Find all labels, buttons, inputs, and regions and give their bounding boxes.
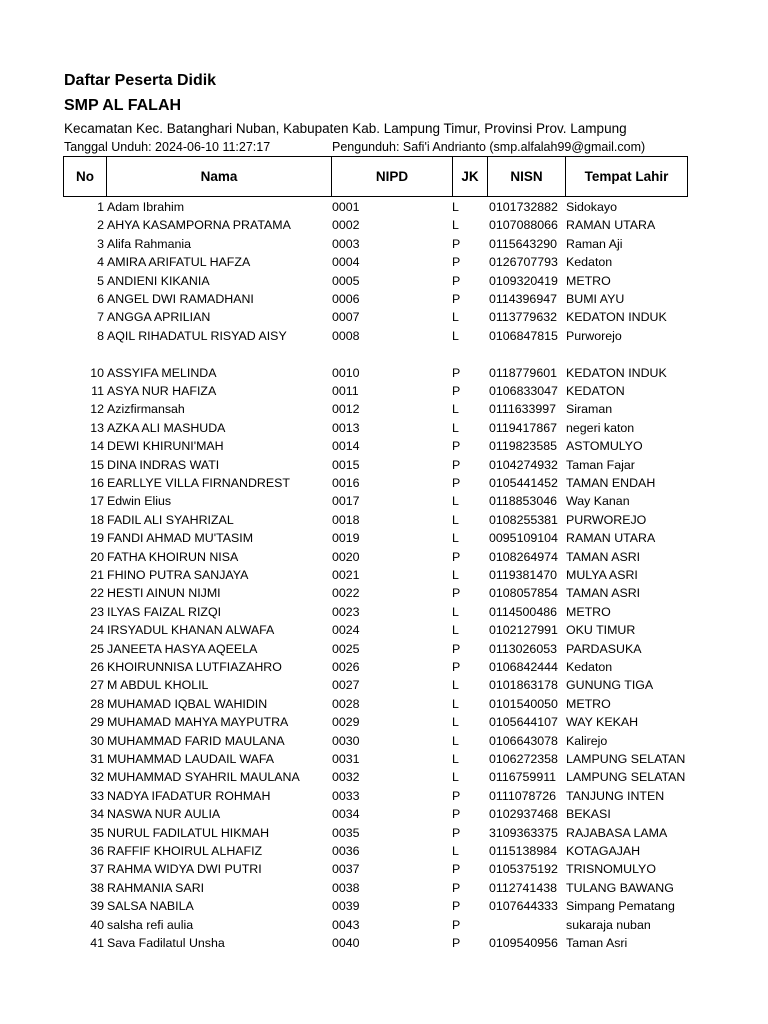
- cell-nipd: 0002: [332, 218, 360, 233]
- cell-no: 39: [90, 899, 104, 914]
- cell-no: 15: [90, 457, 104, 472]
- header-nipd: NIPD: [332, 157, 453, 197]
- table-row: [0, 787, 768, 805]
- cell-jk: L: [452, 752, 459, 766]
- cell-tempat-lahir: KOTAGAJAH: [566, 844, 641, 858]
- table-row: [0, 934, 768, 952]
- cell-no: 34: [90, 807, 104, 822]
- cell-jk: L: [452, 733, 459, 748]
- cell-nipd: 0006: [332, 292, 360, 306]
- cell-nama: AQIL RIHADATUL RISYAD AISY: [107, 328, 287, 343]
- cell-nisn: 0101540050: [489, 696, 558, 711]
- cell-nipd: 0021: [332, 568, 360, 582]
- cell-no: 2: [97, 218, 104, 233]
- cell-nama: ILYAS FAIZAL RIZQI: [107, 604, 222, 619]
- table-row: [0, 492, 768, 510]
- cell-nisn: 0108057854: [489, 586, 558, 601]
- cell-nipd: 0011: [332, 384, 359, 398]
- cell-nipd: 0037: [332, 862, 360, 877]
- cell-nisn: 0106272358: [489, 752, 558, 766]
- cell-tempat-lahir: Kedaton: [566, 255, 613, 270]
- table-row: [0, 640, 768, 658]
- cell-jk: P: [452, 384, 461, 398]
- table-row: [0, 382, 768, 400]
- cell-nipd: 0018: [332, 512, 360, 527]
- cell-no: 32: [90, 770, 104, 785]
- cell-nisn: 0105644107: [489, 715, 558, 730]
- table-row: [0, 676, 768, 694]
- cell-nisn: 0106842444: [489, 660, 558, 674]
- cell-jk: L: [452, 402, 459, 417]
- cell-nisn: 0115643290: [489, 236, 557, 251]
- cell-nama: MUHAMAD IQBAL WAHIDIN: [107, 696, 268, 711]
- cell-nama: EARLLYE VILLA FIRNANDREST: [107, 476, 290, 490]
- cell-tempat-lahir: Kedaton: [566, 660, 613, 674]
- cell-tempat-lahir: TAMAN ENDAH: [566, 476, 656, 490]
- cell-no: 6: [97, 292, 104, 306]
- table-row: [0, 916, 768, 934]
- cell-no: 33: [90, 788, 104, 803]
- cell-nipd: 0005: [332, 273, 360, 288]
- cell-tempat-lahir: TRISNOMULYO: [566, 862, 656, 877]
- download-date: Tanggal Unduh: 2024-06-10 11:27:17: [64, 140, 271, 154]
- cell-no: 41: [90, 936, 104, 950]
- header-jk: JK: [453, 157, 488, 197]
- table-header: [63, 156, 688, 197]
- header-nisn: NISN: [488, 157, 566, 197]
- cell-jk: P: [452, 476, 461, 490]
- cell-tempat-lahir: TAMAN ASRI: [566, 549, 641, 564]
- cell-no: 40: [90, 917, 104, 932]
- cell-no: 35: [90, 825, 104, 840]
- cell-nipd: 0014: [332, 439, 360, 454]
- cell-nama: RAHMA WIDYA DWI PUTRI: [107, 862, 262, 877]
- cell-tempat-lahir: Kalirejo: [566, 733, 608, 748]
- cell-nama: DEWI KHIRUNI'MAH: [107, 439, 224, 454]
- cell-nama: Alifa Rahmania: [107, 236, 192, 251]
- cell-nipd: 0027: [332, 678, 360, 693]
- cell-jk: L: [452, 310, 459, 325]
- cell-nipd: 0022: [332, 586, 360, 601]
- header-no: No: [64, 157, 107, 197]
- cell-nipd: 0034: [332, 807, 360, 822]
- cell-no: 23: [90, 604, 104, 619]
- cell-nisn: 0119381470: [489, 568, 557, 582]
- cell-jk: P: [452, 917, 461, 932]
- table-row: [0, 235, 768, 253]
- cell-tempat-lahir: BEKASI: [566, 807, 611, 822]
- cell-nipd: 0020: [332, 549, 360, 564]
- table-row: [0, 584, 768, 602]
- cell-tempat-lahir: Raman Aji: [566, 236, 623, 251]
- cell-no: 4: [97, 255, 104, 270]
- cell-nipd: 0007: [332, 310, 360, 325]
- table-row: [0, 474, 768, 492]
- cell-nama: FATHA KHOIRUN NISA: [107, 549, 239, 564]
- cell-jk: P: [452, 880, 461, 895]
- cell-jk: L: [452, 696, 459, 711]
- cell-nisn: 0108264974: [489, 549, 558, 564]
- cell-nisn: 0112741438: [489, 880, 557, 895]
- cell-jk: P: [452, 788, 461, 803]
- table-row: [0, 621, 768, 639]
- cell-nisn: 0104274932: [489, 457, 558, 472]
- cell-no: 8: [97, 328, 104, 343]
- cell-nisn: 0106643078: [489, 733, 558, 748]
- table-row: [0, 437, 768, 455]
- cell-nama: salsha refi aulia: [107, 917, 194, 932]
- table-row: [0, 327, 768, 345]
- table-row: [0, 400, 768, 418]
- table-row: [0, 511, 768, 529]
- cell-nipd: 0039: [332, 899, 360, 914]
- cell-tempat-lahir: METRO: [566, 604, 611, 619]
- cell-no: 29: [90, 715, 104, 730]
- cell-tempat-lahir: TULANG BAWANG: [566, 880, 674, 895]
- table-row: [0, 548, 768, 566]
- cell-jk: P: [452, 292, 461, 306]
- cell-nama: ANDIENI KIKANIA: [107, 273, 210, 288]
- table-row: [0, 805, 768, 823]
- cell-nama: AMIRA ARIFATUL HAFZA: [107, 255, 251, 270]
- cell-tempat-lahir: Taman Asri: [566, 936, 628, 950]
- table-row: [0, 456, 768, 474]
- cell-tempat-lahir: METRO: [566, 273, 611, 288]
- cell-tempat-lahir: WAY KEKAH: [566, 715, 639, 730]
- cell-nama: DINA INDRAS WATI: [107, 457, 220, 472]
- cell-no: 11: [91, 384, 104, 398]
- cell-tempat-lahir: KEDATON INDUK: [566, 310, 667, 325]
- cell-nipd: 0015: [332, 457, 360, 472]
- cell-tempat-lahir: LAMPUNG SELATAN: [566, 752, 686, 766]
- cell-no: 17: [90, 494, 104, 509]
- cell-jk: L: [452, 844, 459, 858]
- cell-jk: L: [452, 604, 459, 619]
- cell-jk: P: [452, 457, 461, 472]
- cell-tempat-lahir: TAMAN ASRI: [566, 586, 641, 601]
- table-row: [0, 253, 768, 271]
- cell-nisn: 0114500486: [489, 604, 557, 619]
- cell-nipd: 0010: [332, 365, 360, 380]
- table-row: [0, 768, 768, 786]
- cell-nama: FHINO PUTRA SANJAYA: [107, 568, 249, 582]
- cell-tempat-lahir: KEDATON: [566, 384, 625, 398]
- cell-no: 37: [90, 862, 104, 877]
- cell-nama: RAFFIF KHOIRUL ALHAFIZ: [107, 844, 263, 858]
- cell-tempat-lahir: RAJABASA LAMA: [566, 825, 668, 840]
- cell-no: 14: [90, 439, 104, 454]
- cell-nipd: 0019: [332, 531, 360, 546]
- cell-no: 18: [90, 512, 104, 527]
- cell-jk: L: [452, 200, 459, 214]
- cell-jk: P: [452, 365, 461, 380]
- downloader-info: Pengunduh: Safi'i Andrianto (smp.alfalah99@gmail.com): [332, 140, 646, 154]
- cell-tempat-lahir: sukaraja nuban: [566, 917, 651, 932]
- table-row: [0, 290, 768, 308]
- table-row: [0, 842, 768, 860]
- cell-nisn: 0115138984: [489, 844, 557, 858]
- cell-jk: P: [452, 660, 461, 674]
- cell-nisn: 0111078726: [489, 788, 557, 803]
- cell-no: 24: [90, 623, 104, 638]
- cell-nama: MUHAMMAD FARID MAULANA: [107, 733, 285, 748]
- cell-nipd: 0001: [332, 200, 360, 214]
- table-row: [0, 879, 768, 897]
- cell-nipd: 0031: [332, 752, 360, 766]
- cell-no: 25: [90, 641, 104, 656]
- cell-nipd: 0032: [332, 770, 360, 785]
- cell-nama: SALSA NABILA: [107, 899, 194, 914]
- cell-tempat-lahir: TANJUNG INTEN: [566, 788, 665, 803]
- table-row: [0, 824, 768, 842]
- cell-nama: NADYA IFADATUR ROHMAH: [107, 788, 271, 803]
- cell-jk: L: [452, 770, 459, 785]
- cell-jk: L: [452, 715, 459, 730]
- cell-nama: Azizfirmansah: [107, 402, 185, 417]
- cell-nipd: 0013: [332, 420, 360, 435]
- cell-jk: P: [452, 862, 461, 877]
- cell-jk: P: [452, 236, 461, 251]
- cell-jk: L: [452, 328, 459, 343]
- cell-nipd: 0008: [332, 328, 360, 343]
- cell-nipd: 0028: [332, 696, 360, 711]
- cell-tempat-lahir: negeri katon: [566, 420, 635, 435]
- table-row: [0, 860, 768, 878]
- cell-nipd: 0036: [332, 844, 360, 858]
- cell-nipd: 0043: [332, 917, 360, 932]
- cell-nisn: 0118853046: [489, 494, 557, 509]
- cell-nama: IRSYADUL KHANAN ALWAFA: [107, 623, 275, 638]
- cell-no: 26: [90, 660, 104, 674]
- cell-nisn: 0108255381: [489, 512, 558, 527]
- cell-nisn: 0119417867: [489, 420, 557, 435]
- cell-nisn: 0119823585: [489, 439, 557, 454]
- cell-jk: L: [452, 568, 459, 582]
- cell-nipd: 0038: [332, 880, 360, 895]
- cell-jk: L: [452, 420, 459, 435]
- table-row: [0, 695, 768, 713]
- table-row: [0, 897, 768, 915]
- cell-tempat-lahir: Taman Fajar: [566, 457, 635, 472]
- cell-nama: KHOIRUNNISA LUTFIAZAHRO: [107, 660, 282, 674]
- cell-no: 12: [90, 402, 104, 417]
- cell-nama: RAHMANIA SARI: [107, 880, 205, 895]
- cell-nipd: 0012: [332, 402, 360, 417]
- cell-nisn: 0109540956: [489, 936, 558, 950]
- cell-jk: P: [452, 273, 461, 288]
- cell-no: 10: [90, 365, 104, 380]
- cell-nipd: 0017: [332, 494, 360, 509]
- cell-nama: AZKA ALI MASHUDA: [107, 420, 226, 435]
- cell-nisn: 0105375192: [489, 862, 558, 877]
- table-row: [0, 566, 768, 584]
- cell-jk: P: [452, 586, 461, 601]
- cell-nama: ANGGA APRILIAN: [107, 310, 211, 325]
- cell-tempat-lahir: METRO: [566, 696, 611, 711]
- cell-jk: L: [452, 494, 459, 509]
- cell-nama: MUHAMMAD LAUDAIL WAFA: [107, 752, 275, 766]
- table-row: [0, 529, 768, 547]
- table-row: [0, 713, 768, 731]
- cell-tempat-lahir: RAMAN UTARA: [566, 218, 656, 233]
- cell-jk: P: [452, 549, 461, 564]
- header-tempat-lahir: Tempat Lahir: [566, 157, 688, 197]
- cell-no: 27: [90, 678, 104, 693]
- cell-jk: L: [452, 623, 459, 638]
- cell-nama: ANGEL DWI RAMADHANI: [107, 292, 254, 306]
- cell-nipd: 0026: [332, 660, 360, 674]
- cell-no: 21: [90, 568, 104, 582]
- cell-no: 28: [90, 696, 104, 711]
- cell-tempat-lahir: Purworejo: [566, 328, 622, 343]
- cell-no: 38: [90, 880, 104, 895]
- table-row: [0, 364, 768, 382]
- cell-nipd: 0033: [332, 788, 360, 803]
- cell-nisn: 0114396947: [489, 292, 557, 306]
- cell-tempat-lahir: OKU TIMUR: [566, 623, 636, 638]
- cell-jk: L: [452, 531, 459, 546]
- cell-nama: JANEETA HASYA AQEELA: [107, 641, 258, 656]
- cell-nisn: 0118779601: [489, 365, 557, 380]
- cell-no: 36: [90, 844, 104, 858]
- cell-nipd: 0035: [332, 825, 360, 840]
- cell-nipd: 0016: [332, 476, 360, 490]
- cell-nisn: 0101863178: [489, 678, 558, 693]
- header-nama: Nama: [107, 157, 332, 197]
- cell-nisn: 0095109104: [489, 531, 558, 546]
- cell-tempat-lahir: LAMPUNG SELATAN: [566, 770, 686, 785]
- table-row: [0, 603, 768, 621]
- cell-nipd: 0004: [332, 255, 360, 270]
- cell-nisn: 0116759911: [489, 770, 557, 785]
- cell-nisn: 3109363375: [489, 825, 558, 840]
- cell-tempat-lahir: GUNUNG TIGA: [566, 678, 654, 693]
- table-row: [0, 658, 768, 676]
- cell-nama: Adam Ibrahim: [107, 200, 185, 214]
- cell-nama: Edwin Elius: [107, 494, 172, 509]
- table-row: [0, 216, 768, 234]
- cell-no: 19: [90, 531, 104, 546]
- cell-nipd: 0023: [332, 604, 360, 619]
- cell-tempat-lahir: MULYA ASRI: [566, 568, 638, 582]
- school-address: Kecamatan Kec. Batanghari Nuban, Kabupaten Kab. Lampung Timur, Provinsi Prov. Lampung: [64, 121, 627, 136]
- cell-no: 31: [90, 752, 104, 766]
- cell-tempat-lahir: RAMAN UTARA: [566, 531, 656, 546]
- cell-tempat-lahir: BUMI AYU: [566, 292, 625, 306]
- cell-tempat-lahir: KEDATON INDUK: [566, 365, 667, 380]
- cell-nipd: 0003: [332, 236, 360, 251]
- cell-jk: L: [452, 512, 459, 527]
- cell-no: 30: [90, 733, 104, 748]
- cell-nisn: 0109320419: [489, 273, 558, 288]
- cell-nisn: 0107644333: [489, 899, 558, 914]
- cell-tempat-lahir: Simpang Pematang: [566, 899, 675, 914]
- cell-nama: HESTI AINUN NIJMI: [107, 586, 221, 601]
- table-row: [0, 419, 768, 437]
- cell-tempat-lahir: Sidokayo: [566, 200, 617, 214]
- cell-nama: Sava Fadilatul Unsha: [107, 936, 225, 950]
- cell-nisn: 0113026053: [489, 641, 557, 656]
- cell-nisn: 0106833047: [489, 384, 558, 398]
- cell-nisn: 0111633997: [489, 402, 557, 417]
- school-name: SMP AL FALAH: [64, 97, 182, 114]
- cell-jk: P: [452, 936, 461, 950]
- cell-jk: P: [452, 439, 461, 454]
- cell-tempat-lahir: PARDASUKA: [566, 641, 642, 656]
- cell-no: 16: [90, 476, 104, 490]
- page-title: Daftar Peserta Didik: [64, 72, 217, 89]
- cell-no: 1: [97, 200, 104, 214]
- cell-jk: P: [452, 641, 461, 656]
- cell-nipd: 0040: [332, 936, 360, 950]
- cell-jk: L: [452, 218, 459, 233]
- cell-nisn: 0105441452: [489, 476, 558, 490]
- cell-no: 5: [97, 273, 104, 288]
- cell-nama: ASSYIFA MELINDA: [107, 365, 217, 380]
- cell-nipd: 0024: [332, 623, 360, 638]
- cell-tempat-lahir: ASTOMULYO: [566, 439, 643, 454]
- table-row: [0, 198, 768, 216]
- table-row: [0, 732, 768, 750]
- cell-tempat-lahir: PURWOREJO: [566, 512, 647, 527]
- cell-no: 13: [90, 420, 104, 435]
- cell-nama: ASYA NUR HAFIZA: [107, 384, 217, 398]
- cell-tempat-lahir: Siraman: [566, 402, 613, 417]
- cell-nama: NASWA NUR AULIA: [107, 807, 221, 822]
- cell-nisn: 0101732882: [489, 200, 558, 214]
- cell-nama: M ABDUL KHOLIL: [107, 678, 209, 693]
- cell-no: 20: [90, 549, 104, 564]
- cell-nama: MUHAMAD MAHYA MAYPUTRA: [107, 715, 289, 730]
- table-row: [0, 750, 768, 768]
- cell-nisn: 0113779632: [489, 310, 557, 325]
- cell-nisn: 0102127991: [489, 623, 558, 638]
- cell-no: 7: [97, 310, 104, 325]
- table-row: [0, 272, 768, 290]
- cell-jk: P: [452, 899, 461, 914]
- cell-nama: NURUL FADILATUL HIKMAH: [107, 825, 270, 840]
- cell-nama: AHYA KASAMPORNA PRATAMA: [107, 218, 291, 233]
- cell-tempat-lahir: Way Kanan: [566, 494, 630, 509]
- cell-nama: FADIL ALI SYAHRIZAL: [107, 512, 234, 527]
- cell-nama: MUHAMMAD SYAHRIL MAULANA: [107, 770, 300, 785]
- cell-jk: L: [452, 678, 459, 693]
- cell-nisn: 0106847815: [489, 328, 558, 343]
- cell-no: 22: [90, 586, 104, 601]
- cell-nama: FANDI AHMAD MU'TASIM: [107, 531, 254, 546]
- cell-no: 3: [97, 236, 104, 251]
- cell-jk: P: [452, 825, 461, 840]
- cell-jk: P: [452, 255, 461, 270]
- cell-jk: P: [452, 807, 461, 822]
- cell-nipd: 0029: [332, 715, 360, 730]
- cell-nipd: 0030: [332, 733, 360, 748]
- table-row: [0, 308, 768, 326]
- cell-nipd: 0025: [332, 641, 360, 656]
- cell-nisn: 0126707793: [489, 255, 558, 270]
- cell-nisn: 0102937468: [489, 807, 558, 822]
- cell-nisn: 0107088066: [489, 218, 558, 233]
